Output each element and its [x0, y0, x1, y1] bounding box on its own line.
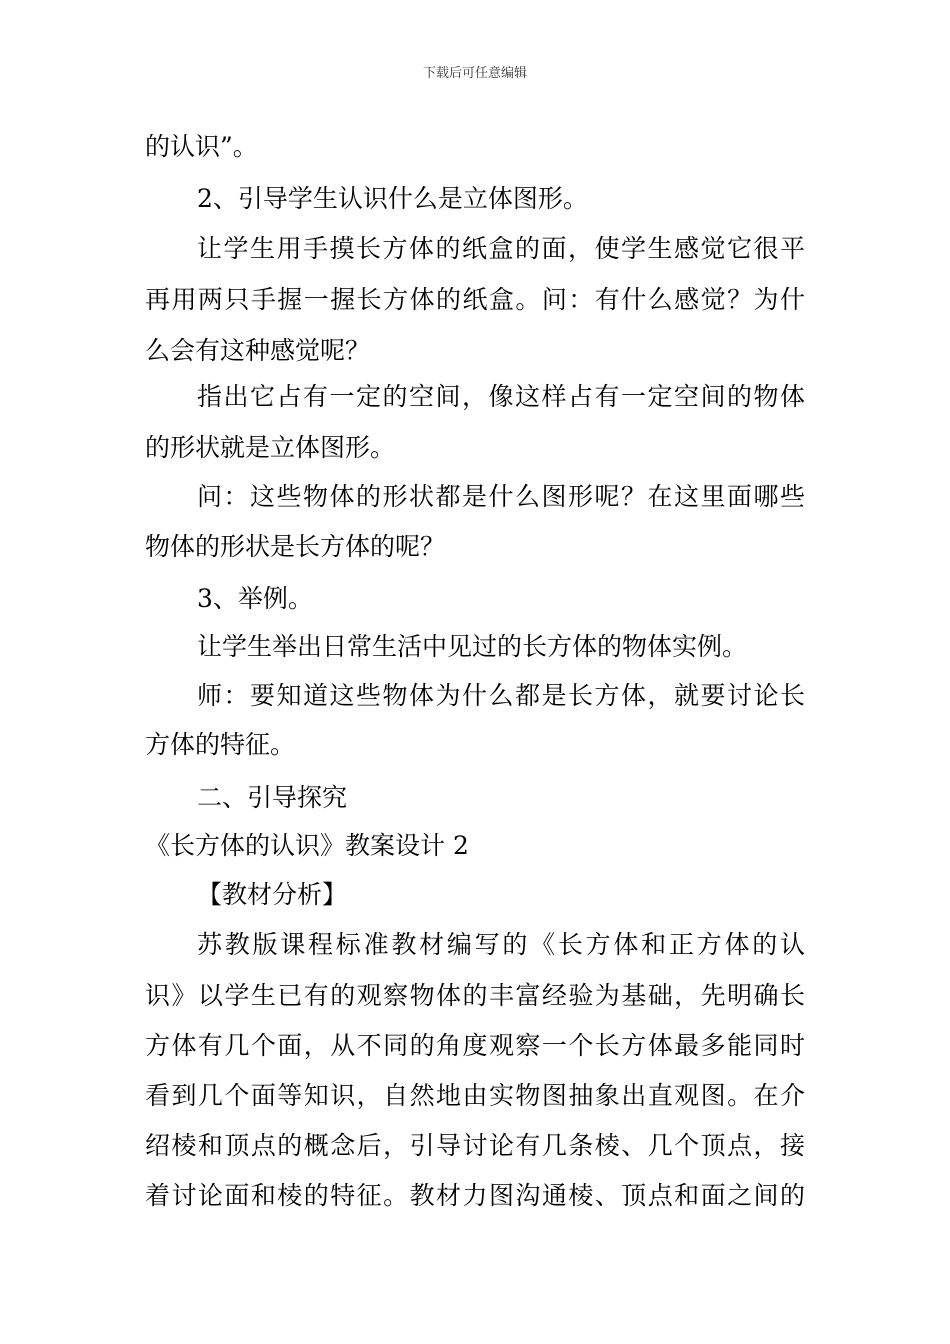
text-line: 问：这些物体的形状都是什么图形呢？在这里面哪些 [197, 482, 805, 511]
text-line: 的形状就是立体图形。 [145, 433, 396, 462]
section-heading: 【教材分析】 [197, 880, 348, 909]
text-line: 苏教版课程标准教材编写的《长方体和正方体的认 [197, 930, 805, 959]
text-line: 再用两只手握一握长方体的纸盒。问：有什么感觉？为什 [145, 285, 805, 314]
text-line: 让学生用手摸长方体的纸盒的面，使学生感觉它很平 [197, 234, 805, 263]
text-line: 物体的形状是长方体的呢？ [145, 532, 446, 561]
document-title: 《长方体的认识》教案设计 2 [145, 831, 469, 860]
text-line: 3、举例。 [197, 584, 313, 613]
text-line: 方体的特征。 [145, 730, 296, 759]
text-line: 识》以学生已有的观察物体的丰富经验为基础，先明确长 [145, 981, 805, 1010]
text-line: 看到几个面等知识，自然地由实物图抽象出直观图。在介 [145, 1081, 805, 1110]
text-line: 让学生举出日常生活中见过的长方体的物体实例。 [197, 632, 748, 661]
text-line: 方体有几个面，从不同的角度观察一个长方体最多能同时 [145, 1031, 805, 1060]
section-heading: 二、引导探究 [197, 783, 348, 812]
text-line: 2、引导学生认识什么是立体图形。 [197, 184, 588, 213]
text-line: 指出它占有一定的空间，像这样占有一定空间的物体 [197, 382, 805, 411]
page-header: 下载后可任意编辑 [422, 66, 527, 81]
text-line: 绍棱和顶点的概念后，引导讨论有几条棱、几个顶点，接 [145, 1131, 805, 1160]
text-line: 么会有这种感觉呢？ [145, 336, 371, 365]
text-line: 师：要知道这些物体为什么都是长方体，就要讨论长 [197, 681, 805, 710]
text-line: 的认识”。 [145, 132, 258, 161]
text-line: 着讨论面和棱的特征。教材力图沟通棱、顶点和面之间的 [145, 1181, 805, 1210]
